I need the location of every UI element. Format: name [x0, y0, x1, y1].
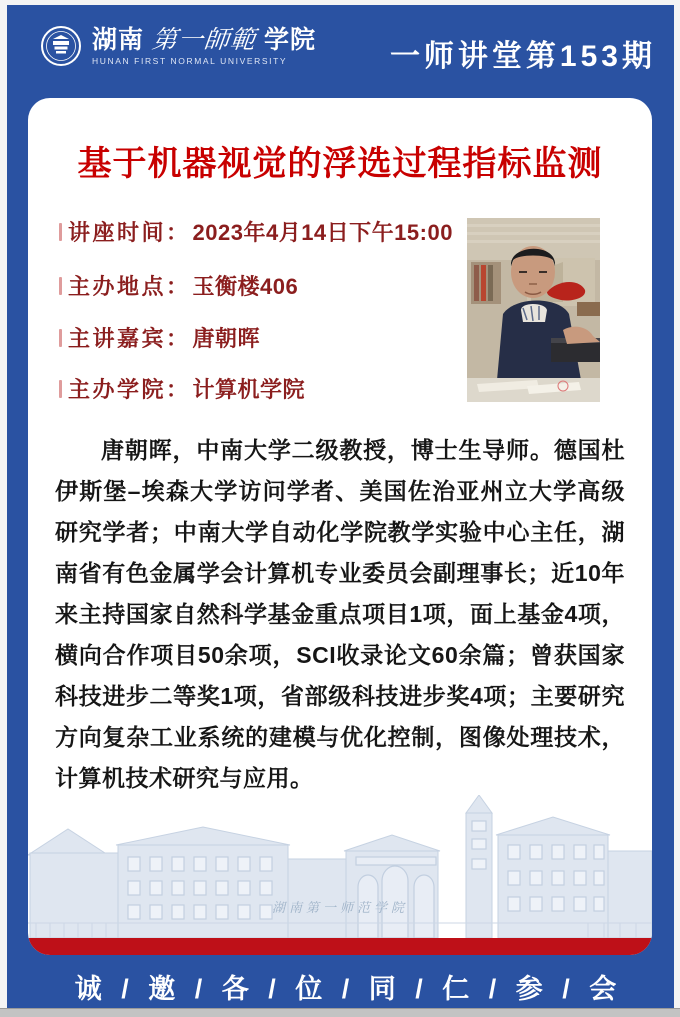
info-label: 主办学院： — [68, 377, 191, 402]
university-name-en: HUNAN FIRST NORMAL UNIVERSITY — [92, 55, 288, 66]
invitation-text: 诚 / 邀 / 各 / 位 / 同 / 仁 / 参 / 会 — [74, 974, 620, 1004]
speaker-bio: 唐朝晖，中南大学二级教授，博士生导师。德国杜伊斯堡–埃森大学访问学者、美国佐治亚州立大学高级研究学者；中南大学自动化学院教学实验中心主任，湖南省有色金属学会计算机专业委员会副理事长；近10年来主持国家自然科学基金重点项目1项，面上基金4项，横向合作项目50余项，SCI收录论文60余篇；曾获国家科技进步二等奖1项，省部级科技进步奖4项；主要研究方向复杂工业系统的建模与优化控制，图像处理技术，计算机技术研究与应用。 — [55, 437, 625, 791]
info-label: 主办地点： — [68, 274, 191, 299]
info-row-college — [59, 373, 305, 404]
info-row-location — [59, 270, 298, 301]
info-value: 2023年4月14日下午15:00 — [192, 220, 453, 245]
speaker-photo — [467, 218, 600, 402]
lecture-card — [28, 98, 652, 955]
red-tick-bar — [59, 223, 62, 241]
university-seal-icon — [40, 25, 82, 67]
campus-watermark — [28, 795, 652, 938]
campus-buildings-illustration — [28, 795, 652, 938]
info-value: 计算机学院 — [192, 377, 306, 402]
university-name — [92, 27, 316, 66]
university-logo-group — [40, 25, 316, 67]
university-name-calligraphy: 第一師範 — [150, 25, 258, 54]
poster-background — [7, 5, 674, 1008]
info-label: 讲座时间： — [68, 220, 191, 245]
info-row-time — [59, 216, 453, 247]
campus-watermark-text: 湖南第一师范学院 — [271, 900, 408, 915]
speaker-photo-illustration — [467, 218, 600, 402]
info-label: 主讲嘉宾： — [68, 326, 191, 351]
card-bottom-red-bar — [28, 938, 652, 955]
university-name-cn: 湖南 第一師範 学院 — [92, 25, 316, 54]
info-row-speaker — [59, 322, 260, 353]
info-value: 玉衡楼406 — [192, 274, 299, 299]
info-value: 唐朝晖 — [192, 326, 261, 351]
red-tick-bar — [59, 329, 62, 347]
red-tick-bar — [59, 380, 62, 398]
lecture-title: 基于机器视觉的浮选过程指标监测 — [77, 145, 603, 183]
red-tick-bar — [59, 277, 62, 295]
lecture-series-title: 一师讲堂第153期 — [389, 40, 656, 73]
bottom-border-strip — [0, 1008, 680, 1017]
